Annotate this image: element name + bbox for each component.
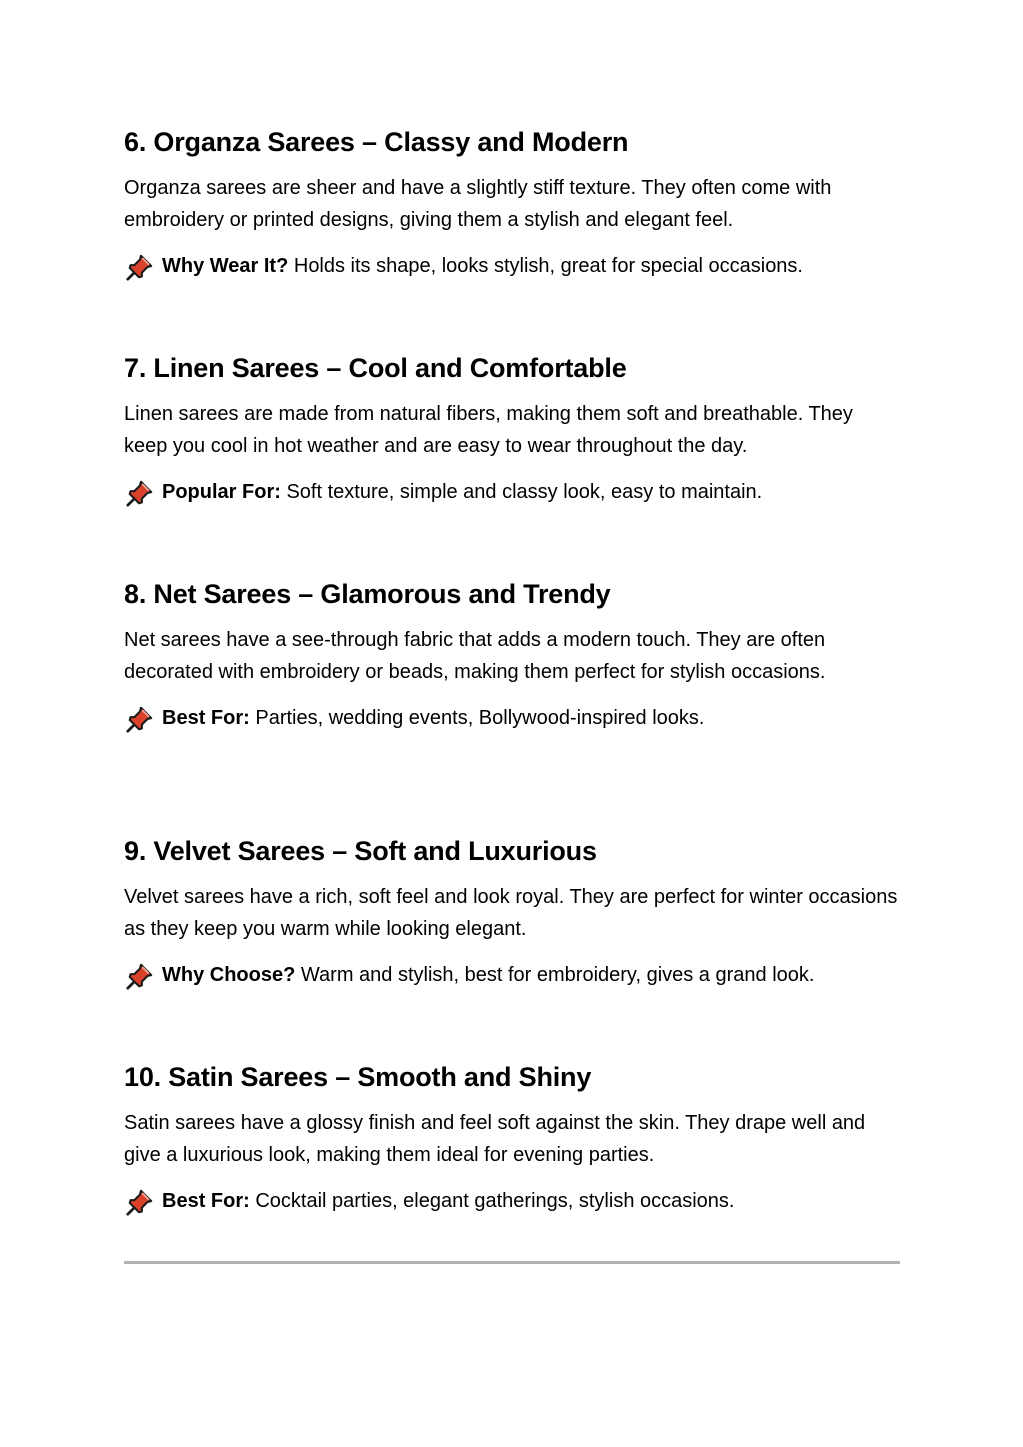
- section-highlight: [124, 704, 900, 732]
- highlight-label: Why Choose?: [162, 964, 296, 986]
- highlight-label: Best For:: [162, 1190, 250, 1212]
- highlight-label: Why Wear It?: [162, 255, 289, 277]
- highlight-text: Holds its shape, looks stylish, great for special occasions.: [288, 255, 803, 277]
- section-linen: [124, 351, 900, 506]
- section-velvet: [124, 834, 900, 989]
- highlight-text: Warm and stylish, best for embroidery, gives a grand look.: [295, 964, 815, 986]
- horizontal-divider: [124, 1261, 900, 1264]
- section-heading: 10. Satin Sarees – Smooth and Shiny: [124, 1062, 592, 1092]
- section-satin: [124, 1060, 900, 1215]
- section-heading: 7. Linen Sarees – Cool and Comfortable: [124, 353, 627, 383]
- pushpin-icon: [125, 1187, 155, 1217]
- section-body: Satin sarees have a glossy finish and feel soft against the skin. They drape well and give a luxurious look, making them ideal for evening parties.: [124, 1112, 866, 1166]
- section-highlight: [124, 478, 900, 506]
- highlight-label: Popular For:: [162, 481, 281, 503]
- highlight-text: Soft texture, simple and classy look, easy to maintain.: [280, 481, 763, 503]
- section-net: [124, 577, 900, 732]
- section-heading: 9. Velvet Sarees – Soft and Luxurious: [124, 836, 597, 866]
- section-body: Velvet sarees have a rich, soft feel and look royal. They are perfect for winter occasions as they keep you warm while looking elegant.: [124, 886, 898, 940]
- highlight-label: Best For:: [162, 707, 250, 729]
- pushpin-icon: [125, 961, 155, 991]
- highlight-text: Cocktail parties, elegant gatherings, stylish occasions.: [249, 1190, 735, 1212]
- section-highlight: [124, 252, 900, 280]
- pushpin-icon: [125, 704, 155, 734]
- pushpin-icon: [125, 478, 155, 508]
- section-body: Organza sarees are sheer and have a slightly stiff texture. They often come with embroidery or printed designs, giving them a stylish and elegant feel.: [124, 177, 832, 231]
- highlight-text: Parties, wedding events, Bollywood-inspired looks.: [249, 707, 705, 729]
- section-body: Net sarees have a see-through fabric that adds a modern touch. They are often decorated with embroidery or beads, making them perfect for stylish occasions.: [124, 629, 826, 683]
- section-highlight: [124, 961, 900, 989]
- section-organza: [124, 125, 900, 280]
- section-body: Linen sarees are made from natural fibers, making them soft and breathable. They keep you cool in hot weather and are easy to wear throughout the day.: [124, 403, 853, 457]
- section-highlight: [124, 1187, 900, 1215]
- section-heading: 8. Net Sarees – Glamorous and Trendy: [124, 579, 611, 609]
- section-heading: 6. Organza Sarees – Classy and Modern: [124, 127, 629, 157]
- pushpin-icon: [125, 252, 155, 282]
